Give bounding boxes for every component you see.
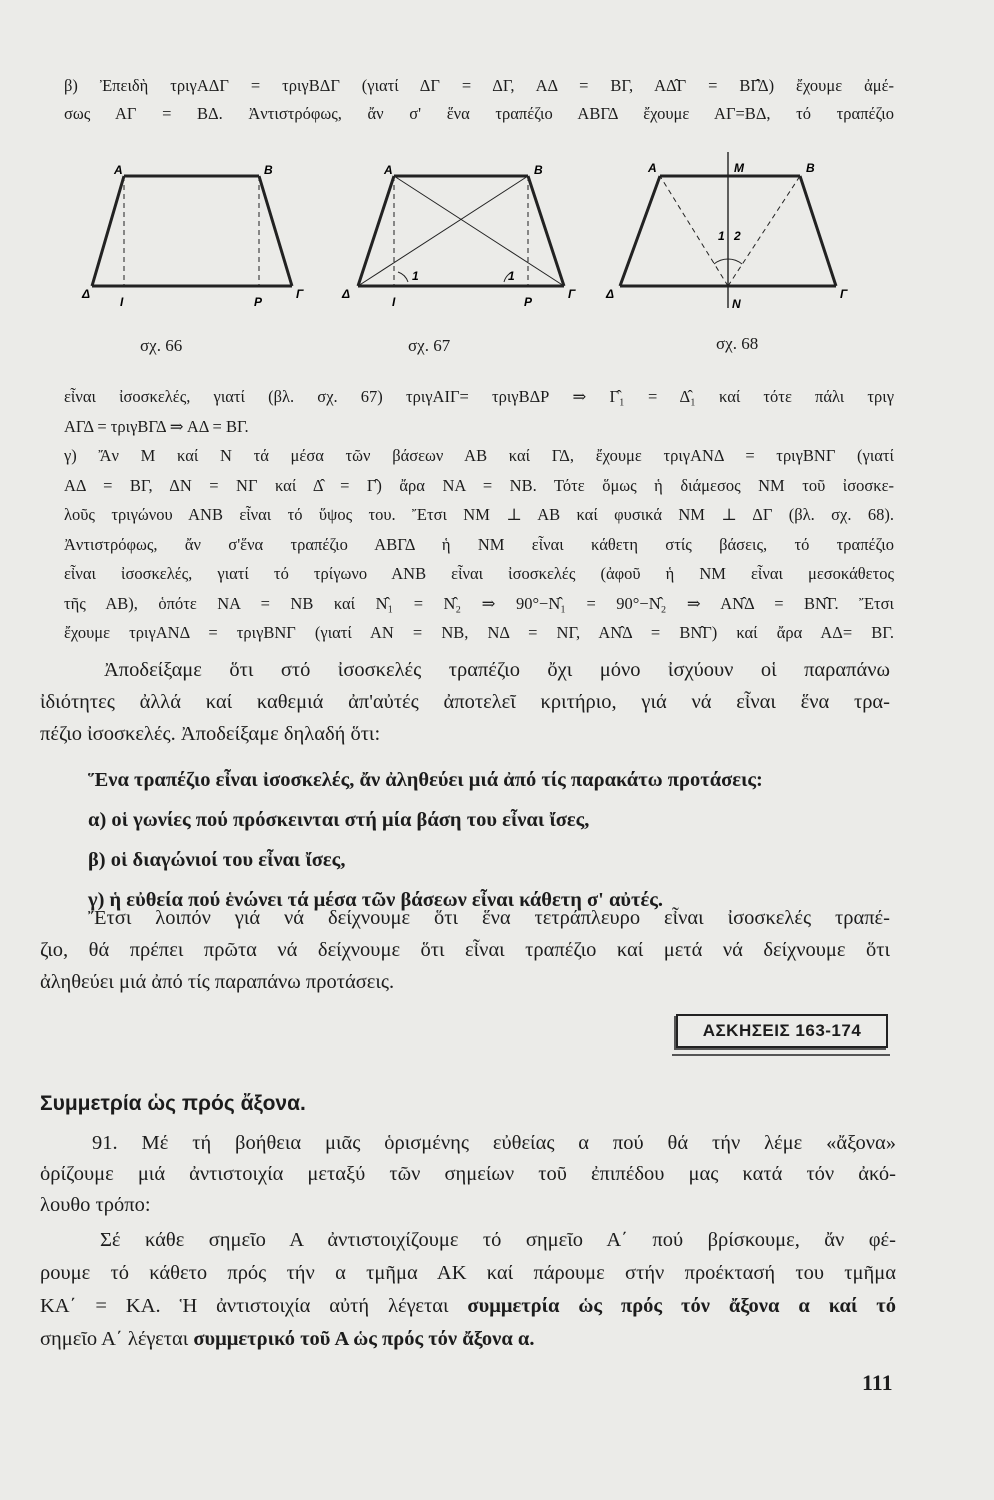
label-angle-1: 1 — [718, 229, 725, 243]
text-line: τῆς ΑΒ), ὁπότε ΝΑ = ΝΒ καί Ν̂₁ = Ν̂₂ ⇒ 90°−Ν̂₁ = 90°−Ν̂₂ ⇒ ΑΝ̂Δ = ΒΝ̂Γ. Ἔτσι — [64, 593, 894, 613]
text-run: σημεῖο Α΄ λέγεται — [40, 1328, 194, 1350]
label-B: B — [264, 163, 273, 177]
text-line: Σέ κάθε σημεῖο Α ἀντιστοιχίζουμε τό σημεῖο Α΄ πού βρίσκουμε, ἄν φέ- — [100, 1229, 896, 1251]
label-N: N — [732, 297, 741, 311]
label-I: I — [392, 295, 396, 309]
label-Delta: Δ — [342, 287, 351, 301]
paragraph-beta — [64, 72, 894, 128]
label-angle-1-right: 1 — [508, 269, 515, 283]
text-line: Ἀντιστρόφως, ἄν σ'ἕνα τραπέζιο ΑΒΓΔ ἡ ΝΜ εἶναι κάθετη στίς βάσεις, τό τραπέζιο — [64, 534, 894, 554]
label-A: A — [648, 161, 657, 175]
caption-fig-66: σχ. 66 — [140, 336, 183, 355]
caption-fig-68: σχ. 68 — [716, 334, 759, 353]
label-A: A — [114, 163, 123, 177]
text-line: β) Ἐπειδὴ τριγΑΔΓ = τριγΒΔΓ (γιατί ΔΓ = ΔΓ, ΑΔ = ΒΓ, ΑΔ̂Γ = ΒΓ̂Δ) ἔχουμε ἀμέ- — [64, 76, 894, 95]
text-line — [40, 1323, 896, 1356]
text-line: ἀληθεύει μιά ἀπό τίς παραπάνω προτάσεις. — [40, 971, 395, 993]
section-title: Συμμετρία ὡς πρός ἄξονα. — [40, 1092, 306, 1115]
text-line: ὁρίζουμε μιά ἀντιστοιχία μεταξύ τῶν σημείων τοῦ ἐπιπέδου μας κατά τόν ἀκό- — [40, 1163, 896, 1185]
text-line: Ἀποδείξαμε ὅτι στό ἰσοσκελές τραπέζιο ὄχι μόνο ἰσχύουν οἱ παραπάνω — [104, 659, 890, 681]
text-line: λουθο τρόπο: — [40, 1194, 151, 1216]
definition-term: συμμετρικό τοῦ Α ὡς πρός τόν ἄξονα α. — [193, 1328, 535, 1350]
label-A: A — [384, 163, 393, 177]
paragraph-thus — [40, 902, 890, 998]
exercises-label: ΑΣΚΗΣΕΙΣ 163-174 — [676, 1014, 888, 1048]
label-Delta: Δ — [82, 287, 91, 301]
text-line: ζιο, θά πρέπει πρῶτα νά δείχνουμε ὅτι εἶναι τραπέζιο καί μετά νά δείχνουμε ὅτι — [40, 939, 890, 961]
label-I: I — [120, 295, 124, 309]
text-line: ρουμε τό κάθετο πρός τήν α τμῆμα ΑΚ καί πάρουμε στήν προέκτασή του τμῆμα — [40, 1262, 896, 1284]
label-Gamma: Γ — [568, 287, 576, 301]
label-angle-2: 2 — [734, 229, 741, 243]
paragraph-proved — [40, 654, 890, 750]
label-P: P — [254, 295, 263, 309]
text-line: πέζιο ἰσοσκελές. Ἀποδείξαμε δηλαδή ὅτι: — [40, 723, 381, 745]
caption-fig-67: σχ. 67 — [408, 336, 451, 355]
label-M: M — [734, 161, 744, 175]
label-Delta: Δ — [606, 287, 615, 301]
criterion-item: α) οἱ γωνίες πού πρόσκεινται στή μία βάση του εἶναι ἴσες, — [88, 809, 590, 831]
text-line: ἰδιότητες ἀλλά καί καθεμιά ἀπ'αὐτές ἀποτελεῖ κριτήριο, γιά νά εἶναι ἕνα τρα- — [40, 691, 890, 713]
text-line — [40, 1290, 896, 1323]
label-Gamma: Γ — [296, 287, 304, 301]
text-line: ΑΓΔ = τριγΒΓΔ ⇒ ΑΔ = ΒΓ. — [64, 416, 249, 436]
figure-66-isosceles-trapezoid — [84, 160, 314, 310]
figure-67-trapezoid-diagonals — [336, 160, 586, 310]
figure-68-trapezoid-midpoints — [608, 148, 868, 318]
text-line: Ἔτσι λοιπόν γιά νά δείχνουμε ὅτι ἕνα τετράπλευρο εἶναι ἰσοσκελές τραπέ- — [88, 907, 890, 929]
text-line: σως ΑΓ = ΒΔ. Ἀντιστρόφως, ἄν σ' ἕνα τραπέζιο ΑΒΓΔ ἔχουμε ΑΓ=ΒΔ, τό τραπέζιο — [64, 104, 894, 123]
text-line: 91. Μέ τή βοήθεια μιᾶς ὁρισμένης εὐθείας α πού θά τήν λέμε «ἄξονα» — [92, 1132, 896, 1154]
text-line: γ) Ἄν Μ καί Ν τά μέσα τῶν βάσεων ΑΒ καί ΓΔ, ἔχουμε τριγΑΝΔ = τριγΒΝΓ (γιατί — [64, 446, 894, 465]
definition-term: συμμετρία ὡς πρός τόν ἄξονα α καί τό — [467, 1295, 896, 1317]
paragraph-symmetry-definition — [40, 1224, 896, 1356]
label-Gamma: Γ — [840, 287, 848, 301]
criteria-block — [88, 760, 894, 920]
criteria-intro: Ἕνα τραπέζιο εἶναι ἰσοσκελές, ἄν ἀληθεύει μιά ἀπό τίς παρακάτω προτάσεις: — [88, 769, 763, 791]
text-line: ΑΔ = ΒΓ, ΔΝ = ΝΓ καί Δ̂ = Γ̂) ἄρα ΝΑ = ΝΒ. Τότε ὅμως ἡ διάμεσος ΝΜ τοῦ ἰσοσκε- — [64, 475, 894, 495]
text-line: ἔχουμε τριγΑΝΔ = τριγΒΝΓ (γιατί ΑΝ = ΝΒ, ΝΔ = ΝΓ, ΑΝ̂Δ = ΒΝ̂Γ) καί ἄρα ΑΔ= ΒΓ. — [64, 623, 894, 642]
label-B: B — [806, 161, 815, 175]
text-line: εἶναι ἰσοσκελές, γιατί τό τρίγωνο ΑΝΒ εἶναι ἰσοσκελές (ἀφοῦ ἡ ΝΜ εἶναι μεσοκάθετος — [64, 564, 894, 583]
exercises-underline — [672, 1054, 890, 1056]
text-line: λοῦς τριγώνου ΑΝΒ εἶναι τό ὕψος του. Ἔτσι ΝΜ ⊥ ΑΒ καί φυσικά ΝΜ ⊥ ΔΓ (βλ. σχ. 68). — [64, 505, 894, 524]
label-B: B — [534, 163, 543, 177]
criterion-item: β) οἱ διαγώνιοί του εἶναι ἴσες, — [88, 849, 346, 871]
text-line: εἶναι ἰσοσκελές, γιατί (βλ. σχ. 67) τριγΑΙΓ= τριγΒΔΡ ⇒ Γ̂₁ = Δ̂₁ καί τότε πάλι τριγ — [64, 387, 894, 406]
label-angle-1-left: 1 — [412, 269, 419, 283]
paragraph-proof — [64, 382, 894, 648]
criterion-item: γ) ἡ εὐθεία πού ἑνώνει τά μέσα τῶν βάσεων εἶναι κάθετη σ' αὐτές. — [88, 889, 664, 911]
label-P: P — [524, 295, 533, 309]
page-number: 111 — [862, 1370, 893, 1395]
text-run: ΚΑ΄ = ΚΑ. Ἡ ἀντιστοιχία αὐτή λέγεται — [40, 1295, 468, 1317]
paragraph-91 — [40, 1128, 896, 1221]
